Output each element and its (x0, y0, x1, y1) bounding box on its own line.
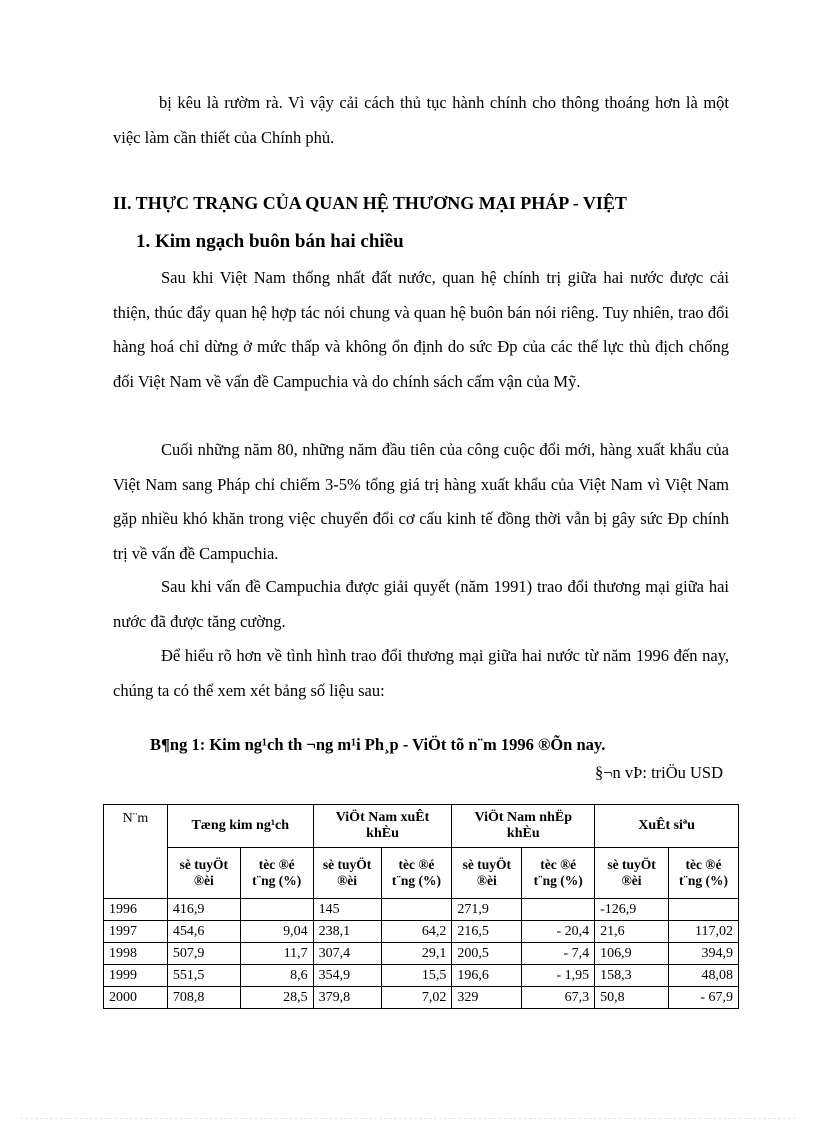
cell-import-pct: - 1,95 (522, 965, 595, 987)
trade-table (103, 804, 739, 1009)
cell-total-pct: 9,04 (240, 921, 313, 943)
paragraph-3: Sau khi vấn đề Campuchia được giải quyết (năm 1991) trao đổi thương mại giữa hai nước đã được tăng cường. (113, 577, 729, 631)
table-row (104, 921, 739, 943)
cell-surplus-pct: 48,08 (669, 965, 739, 987)
page-bottom-divider (20, 1118, 796, 1119)
cell-import-pct (522, 899, 595, 921)
table-header-row (104, 805, 739, 848)
table-subheader-row (104, 848, 739, 899)
cell-surplus-pct: 394,9 (669, 943, 739, 965)
cell-surplus-pct: - 67,9 (669, 987, 739, 1009)
subheader-pct: tèc ®é t¨ng (%) (522, 848, 595, 899)
table-row (104, 965, 739, 987)
cell-total-pct: 11,7 (240, 943, 313, 965)
cell-surplus-abs: 21,6 (595, 921, 669, 943)
cell-import-abs: 200,5 (452, 943, 522, 965)
subheader-pct: tèc ®é t¨ng (%) (669, 848, 739, 899)
cell-year: 2000 (104, 987, 168, 1009)
cell-export-abs: 354,9 (313, 965, 381, 987)
cell-total-pct (240, 899, 313, 921)
section-heading: II. THỰC TRẠNG CỦA QUAN HỆ THƯƠNG MẠI PHÁP - VIỆT (113, 193, 627, 213)
cell-export-pct: 29,1 (381, 943, 452, 965)
cell-total-abs: 507,9 (167, 943, 240, 965)
header-import: ViÖt Nam nhËp khÈu (452, 805, 595, 848)
cell-import-pct: - 20,4 (522, 921, 595, 943)
cell-total-pct: 8,6 (240, 965, 313, 987)
cell-surplus-pct (669, 899, 739, 921)
table-row (104, 899, 739, 921)
table-row (104, 943, 739, 965)
cell-year: 1998 (104, 943, 168, 965)
cell-export-pct: 15,5 (381, 965, 452, 987)
cell-surplus-abs: 158,3 (595, 965, 669, 987)
header-export: ViÖt Nam xuÊt khÈu (313, 805, 452, 848)
cell-export-pct: 64,2 (381, 921, 452, 943)
cell-total-abs: 551,5 (167, 965, 240, 987)
cell-export-pct (381, 899, 452, 921)
cell-export-pct: 7,02 (381, 987, 452, 1009)
subheader-abs: sè tuyÖt ®èi (167, 848, 240, 899)
paragraph-4: Để hiểu rõ hơn về tình hình trao đổi thương mại giữa hai nước từ năm 1996 đến nay, chúng ta có thể xem xét bảng số liệu sau: (113, 646, 729, 700)
cell-year: 1999 (104, 965, 168, 987)
cell-export-abs: 238,1 (313, 921, 381, 943)
cell-year: 1996 (104, 899, 168, 921)
cell-export-abs: 145 (313, 899, 381, 921)
subheader-abs: sè tuyÖt ®èi (452, 848, 522, 899)
cell-import-pct: - 7,4 (522, 943, 595, 965)
cell-total-abs: 416,9 (167, 899, 240, 921)
cell-surplus-pct: 117,02 (669, 921, 739, 943)
table-row (104, 987, 739, 1009)
subheader-pct: tèc ®é t¨ng (%) (240, 848, 313, 899)
cell-import-abs: 216,5 (452, 921, 522, 943)
cell-export-abs: 307,4 (313, 943, 381, 965)
cell-import-pct: 67,3 (522, 987, 595, 1009)
cell-import-abs: 271,9 (452, 899, 522, 921)
cell-import-abs: 329 (452, 987, 522, 1009)
table-caption: B¶ng 1: Kim ng¹ch th ¬ng m¹i Ph¸p - ViÖt tõ n¨m 1996 ®Õn nay. (150, 735, 606, 754)
cell-surplus-abs: 106,9 (595, 943, 669, 965)
table-unit: §¬n vÞ: triÖu USD (595, 763, 724, 782)
cell-export-abs: 379,8 (313, 987, 381, 1009)
cell-surplus-abs: 50,8 (595, 987, 669, 1009)
paragraph-2: Cuối những năm 80, những năm đầu tiên của công cuộc đổi mới, hàng xuất khẩu của Việt Nam sang Pháp chỉ chiếm 3-5% tổng giá trị hàng xuất khẩu của Việt Nam vì Việt Nam gặp nhiều khó khăn trong việc chuyển đổi cơ cấu kinh tế đồng thời vẫn bị gây sức Ðp chính trị về vấn đề Campuchia. (113, 440, 729, 563)
header-surplus: XuÊt siªu (595, 805, 739, 848)
cell-import-abs: 196,6 (452, 965, 522, 987)
cell-total-abs: 708,8 (167, 987, 240, 1009)
subheader-pct: tèc ®é t¨ng (%) (381, 848, 452, 899)
cell-total-pct: 28,5 (240, 987, 313, 1009)
cell-total-abs: 454,6 (167, 921, 240, 943)
subheader-abs: sè tuyÖt ®èi (313, 848, 381, 899)
header-total: Tæng kim ng¹ch (167, 805, 313, 848)
header-year: N¨m (104, 805, 168, 899)
cell-year: 1997 (104, 921, 168, 943)
cell-surplus-abs: -126,9 (595, 899, 669, 921)
paragraph-1: Sau khi Việt Nam thống nhất đất nước, quan hệ chính trị giữa hai nước được cải thiện, thúc đẩy quan hệ hợp tác nói chung và quan hệ buôn bán nói riêng. Tuy nhiên, trao đổi hàng hoá chỉ dừng ở mức thấp và không ổn định do sức Ðp của các thế lực thù địch chống đối Việt Nam về vấn đề Campuchia và do chính sách cấm vận của Mỹ. (113, 268, 729, 391)
paragraph-intro: bị kêu là rườm rà. Vì vậy cải cách thủ tục hành chính cho thông thoáng hơn là một việc làm cần thiết của Chính phủ. (113, 93, 729, 147)
subsection-heading: 1. Kim ngạch buôn bán hai chiều (136, 231, 404, 252)
subheader-abs: sè tuyÖt ®èi (595, 848, 669, 899)
